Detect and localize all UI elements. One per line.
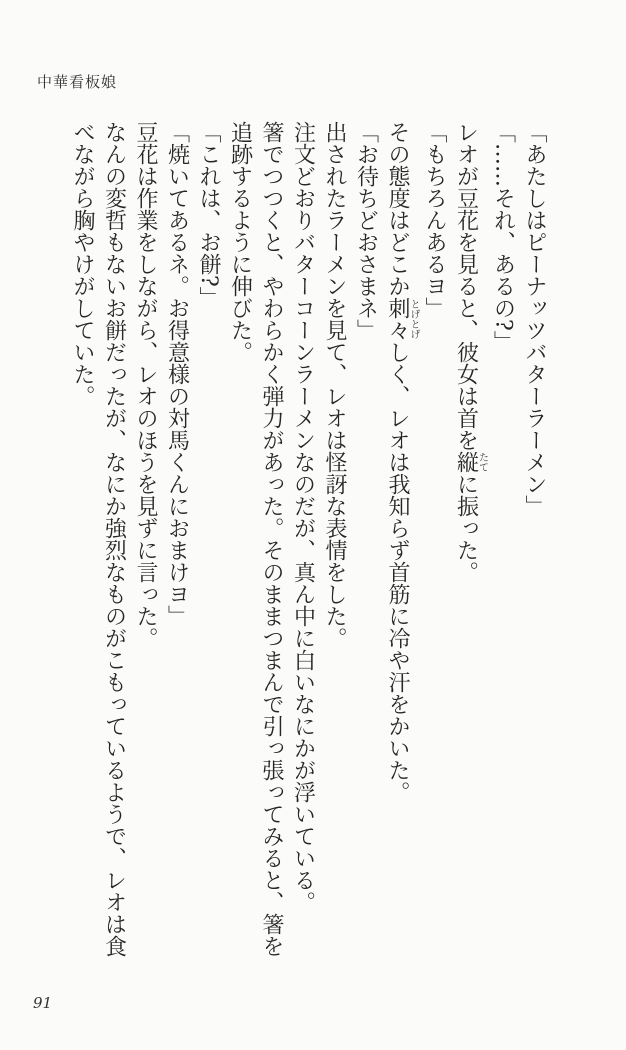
paragraph: なんの変哲もないお餅だったが、なにか強烈なものがこもっているようで、レオは食べながら胸やけがしていた。 — [70, 121, 127, 957]
paragraph: 「……それ、あるの?」 — [490, 121, 516, 353]
paragraph: 出されたラーメンを見て、レオは怪訝な表情をした。 — [322, 121, 347, 649]
paragraph: 「焼いてあるネ。お得意様の対馬くんにおまけヨ」 — [164, 121, 190, 627]
page-number: 91 — [33, 994, 53, 1012]
paragraph: 注文どおりバターコーンラーメンなのだが、真ん中に白いなにかが浮いている。 — [290, 121, 316, 913]
paragraph: その態度はどこか刺々とげとげしく、レオは我知らず首筋に冷や汗をかいた。 — [385, 121, 419, 803]
paragraph: 「お待ちどおさまネ」 — [353, 121, 379, 341]
running-header: 中華看板娘 — [37, 73, 118, 91]
paragraph: レオが豆花を見ると、彼女は首を縦たてに振った。 — [453, 121, 488, 583]
paragraph: 「あたしはピーナッツバターラーメン」 — [522, 121, 547, 517]
paragraph: 「これは、お餅?」 — [196, 121, 221, 309]
novel-text-body — [67, 121, 551, 967]
paragraph: 箸でつつくと、やわらかく弾力があった。そのままつまんで引っ張ってみると、箸を追跡するように伸びた。 — [227, 121, 284, 957]
furigana-ruby: 刺々とげとげ — [385, 297, 419, 341]
furigana-ruby: 縦たて — [453, 451, 488, 473]
paragraph: 豆花は作業をしながら、レオのほうを見ずに言った。 — [133, 121, 158, 649]
paragraph: 「もちろんあるヨ」 — [422, 121, 447, 319]
